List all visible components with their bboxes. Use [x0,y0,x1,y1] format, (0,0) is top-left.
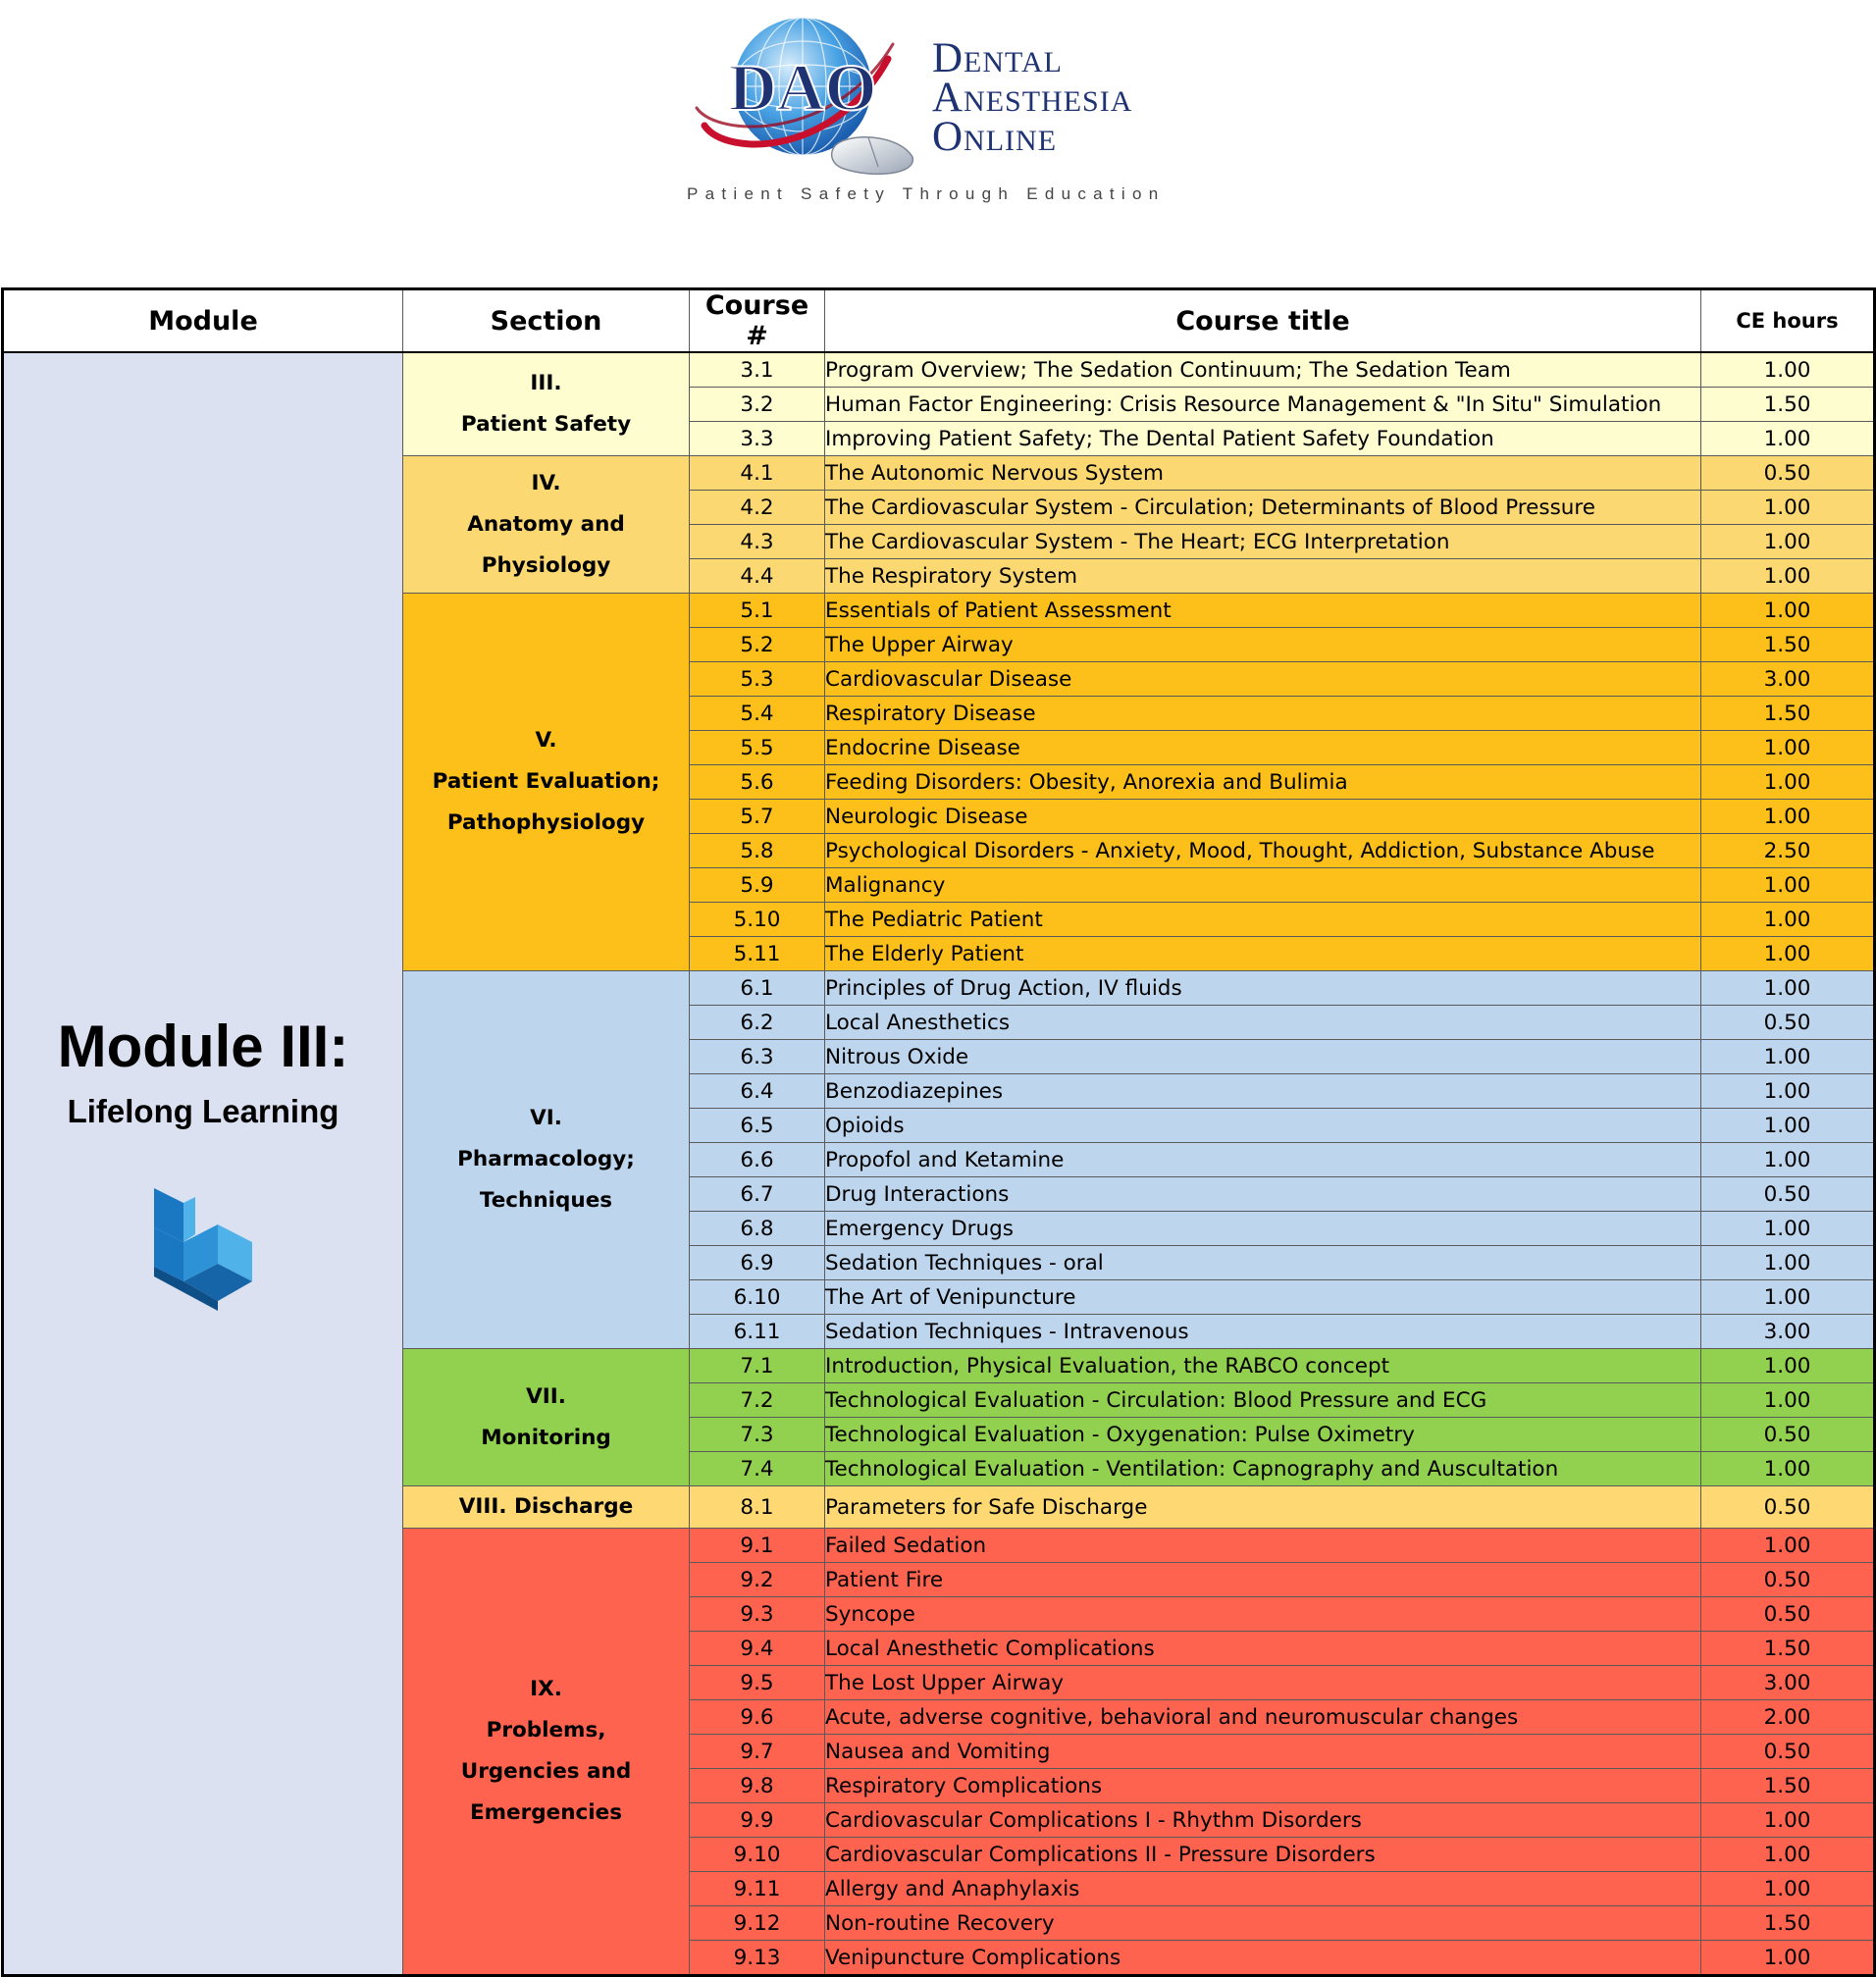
course-number: 9.3 [690,1597,825,1632]
course-number: 6.6 [690,1143,825,1177]
course-title: Syncope [825,1597,1701,1632]
course-table [1,287,1876,1977]
course-title: Allergy and Anaphylaxis [825,1872,1701,1906]
ce-hours: 1.50 [1701,697,1875,731]
course-title: Cardiovascular Disease [825,662,1701,697]
ce-hours: 1.00 [1701,1349,1875,1383]
course-number: 4.4 [690,559,825,594]
module-cube-icon [144,1183,262,1316]
section-label-line: IV. [531,470,561,495]
logo-letters: DAO [728,50,877,125]
course-number: 6.4 [690,1074,825,1109]
course-number: 9.1 [690,1529,825,1563]
section-cell [403,594,690,971]
section-cell [403,1486,690,1529]
course-title: The Lost Upper Airway [825,1666,1701,1700]
course-number: 5.7 [690,800,825,834]
ce-hours: 1.00 [1701,800,1875,834]
ce-hours: 3.00 [1701,1666,1875,1700]
ce-hours: 1.50 [1701,1632,1875,1666]
course-title: Sedation Techniques - Intravenous [825,1315,1701,1349]
course-title: Propofol and Ketamine [825,1143,1701,1177]
course-title: Nausea and Vomiting [825,1735,1701,1769]
course-title: Patient Fire [825,1563,1701,1597]
ce-hours: 1.00 [1701,1246,1875,1280]
section-label-line: VI. [530,1106,562,1130]
course-title: Feeding Disorders: Obesity, Anorexia and Bulimia [825,765,1701,800]
column-header-module: Module [3,289,403,353]
course-title: Technological Evaluation - Ventilation: Capnography and Auscultation [825,1452,1701,1486]
course-title: Improving Patient Safety; The Dental Patient Safety Foundation [825,422,1701,456]
course-title: Drug Interactions [825,1177,1701,1212]
ce-hours: 1.00 [1701,937,1875,971]
section-label-line: VIII. Discharge [458,1494,634,1519]
ce-hours: 0.50 [1701,1563,1875,1597]
course-title: The Respiratory System [825,559,1701,594]
course-number: 3.2 [690,388,825,422]
course-title: Respiratory Disease [825,697,1701,731]
section-label-line: Physiology [481,552,611,578]
ce-hours: 0.50 [1701,456,1875,491]
section-cell [403,456,690,594]
course-number: 6.5 [690,1109,825,1143]
ce-hours: 1.00 [1701,1838,1875,1872]
course-title: Failed Sedation [825,1529,1701,1563]
ce-hours: 1.00 [1701,422,1875,456]
course-title: Principles of Drug Action, IV fluids [825,971,1701,1006]
course-title: The Autonomic Nervous System [825,456,1701,491]
ce-hours: 1.00 [1701,868,1875,903]
course-title: The Art of Venipuncture [825,1280,1701,1315]
course-title: Non-routine Recovery [825,1906,1701,1941]
course-number: 4.1 [690,456,825,491]
tagline: Patient Safety Through Education [687,184,1166,203]
course-title: Respiratory Complications [825,1769,1701,1803]
ce-hours: 1.00 [1701,1212,1875,1246]
table-header-row [3,289,1875,353]
ce-hours: 1.50 [1701,388,1875,422]
brand-name [932,35,1133,160]
course-number: 9.5 [690,1666,825,1700]
section-label-line: V. [535,728,557,753]
column-header-course-title: Course title [825,289,1701,353]
ce-hours: 1.00 [1701,1529,1875,1563]
brand-line-2: Anesthesia [932,75,1133,121]
section-label-line: Patient Evaluation; [432,769,660,794]
ce-hours: 3.00 [1701,662,1875,697]
course-number: 5.5 [690,731,825,765]
course-title: Parameters for Safe Discharge [825,1486,1701,1529]
brand-line-3: Online [932,114,1058,160]
section-label-line: Pharmacology; [457,1147,635,1171]
course-number: 9.4 [690,1632,825,1666]
course-number: 6.9 [690,1246,825,1280]
course-number: 6.10 [690,1280,825,1315]
course-title: Neurologic Disease [825,800,1701,834]
course-number: 9.11 [690,1872,825,1906]
course-number: 9.12 [690,1906,825,1941]
course-number: 5.9 [690,868,825,903]
course-title: Introduction, Physical Evaluation, the RABCO concept [825,1349,1701,1383]
ce-hours: 0.50 [1701,1486,1875,1529]
course-title: Cardiovascular Complications II - Pressure Disorders [825,1838,1701,1872]
column-header-ce-hours: CE hours [1701,289,1875,353]
ce-hours: 1.00 [1701,1074,1875,1109]
course-number: 6.1 [690,971,825,1006]
course-number: 6.3 [690,1040,825,1074]
course-title: Nitrous Oxide [825,1040,1701,1074]
course-title: Sedation Techniques - oral [825,1246,1701,1280]
ce-hours: 1.50 [1701,1769,1875,1803]
course-title: Malignancy [825,868,1701,903]
course-number: 3.1 [690,352,825,388]
course-title: Human Factor Engineering: Crisis Resource Management & "In Situ" Simulation [825,388,1701,422]
section-label-line: Pathophysiology [446,810,646,835]
ce-hours: 1.00 [1701,559,1875,594]
ce-hours: 1.50 [1701,628,1875,662]
section-cell [403,971,690,1349]
section-label-line: VII. [526,1383,566,1409]
course-title: Acute, adverse cognitive, behavioral and neuromuscular changes [825,1700,1701,1735]
course-title: The Cardiovascular System - Circulation; Determinants of Blood Pressure [825,491,1701,525]
course-title: Program Overview; The Sedation Continuum; The Sedation Team [825,352,1701,388]
ce-hours: 1.00 [1701,352,1875,388]
ce-hours: 0.50 [1701,1177,1875,1212]
course-number: 9.9 [690,1803,825,1838]
section-label-line: III. [530,371,562,395]
module-subtitle: Lifelong Learning [67,1092,339,1129]
course-number: 3.3 [690,422,825,456]
section-label-line: IX. [530,1677,562,1701]
ce-hours: 0.50 [1701,1735,1875,1769]
course-number: 8.1 [690,1486,825,1529]
module-title: Module III: [57,1013,349,1079]
column-header-course-number: Course # [690,289,825,353]
ce-hours: 1.00 [1701,1109,1875,1143]
section-label-line: Problems, [486,1718,606,1743]
section-cell [403,352,690,456]
course-title: Endocrine Disease [825,731,1701,765]
course-number: 4.2 [690,491,825,525]
ce-hours: 1.00 [1701,1872,1875,1906]
course-number: 7.4 [690,1452,825,1486]
ce-hours: 1.00 [1701,1803,1875,1838]
course-number: 7.1 [690,1349,825,1383]
section-cell [403,1529,690,1976]
course-number: 5.8 [690,834,825,868]
ce-hours: 1.00 [1701,1383,1875,1418]
course-number: 9.8 [690,1769,825,1803]
course-number: 5.11 [690,937,825,971]
brand-line-1: Dental [932,35,1063,81]
course-number: 6.8 [690,1212,825,1246]
ce-hours: 1.00 [1701,525,1875,559]
course-number: 5.1 [690,594,825,628]
ce-hours: 3.00 [1701,1315,1875,1349]
course-title: Venipuncture Complications [825,1941,1701,1976]
ce-hours: 1.00 [1701,1280,1875,1315]
ce-hours: 1.00 [1701,1452,1875,1486]
course-title: Technological Evaluation - Circulation: Blood Pressure and ECG [825,1383,1701,1418]
course-title: The Elderly Patient [825,937,1701,971]
course-title: Essentials of Patient Assessment [825,594,1701,628]
course-number: 6.7 [690,1177,825,1212]
course-title: Emergency Drugs [825,1212,1701,1246]
course-title: Technological Evaluation - Oxygenation: Pulse Oximetry [825,1418,1701,1452]
section-label-line: Emergencies [469,1800,623,1825]
course-title: Opioids [825,1109,1701,1143]
course-number: 5.6 [690,765,825,800]
ce-hours: 1.00 [1701,1941,1875,1976]
ce-hours: 1.00 [1701,731,1875,765]
section-label-line: Urgencies and [460,1759,632,1784]
course-number: 5.2 [690,628,825,662]
ce-hours: 0.50 [1701,1006,1875,1040]
course-title: Local Anesthetic Complications [825,1632,1701,1666]
module-cell [3,352,403,1976]
ce-hours: 1.50 [1701,1906,1875,1941]
course-number: 9.7 [690,1735,825,1769]
ce-hours: 1.00 [1701,1040,1875,1074]
section-label-line: Anatomy and [467,511,625,537]
section-label-line: Patient Safety [460,412,632,437]
course-number: 9.6 [690,1700,825,1735]
course-number: 7.3 [690,1418,825,1452]
course-title: Benzodiazepines [825,1074,1701,1109]
course-number: 5.3 [690,662,825,697]
column-header-section: Section [403,289,690,353]
course-title: The Upper Airway [825,628,1701,662]
course-title: Local Anesthetics [825,1006,1701,1040]
ce-hours: 1.00 [1701,594,1875,628]
ce-hours: 1.00 [1701,971,1875,1006]
ce-hours: 1.00 [1701,765,1875,800]
course-table-body [3,352,1875,1976]
section-label-line: Techniques [479,1188,613,1213]
section-cell [403,1349,690,1486]
course-number: 7.2 [690,1383,825,1418]
course-number: 5.4 [690,697,825,731]
course-title: Cardiovascular Complications I - Rhythm Disorders [825,1803,1701,1838]
ce-hours: 2.50 [1701,834,1875,868]
header [0,0,1876,285]
course-number: 6.11 [690,1315,825,1349]
course-number: 9.2 [690,1563,825,1597]
ce-hours: 1.00 [1701,491,1875,525]
course-title: The Cardiovascular System - The Heart; ECG Interpretation [825,525,1701,559]
ce-hours: 2.00 [1701,1700,1875,1735]
ce-hours: 0.50 [1701,1597,1875,1632]
ce-hours: 1.00 [1701,903,1875,937]
dao-globe-logo-icon [687,10,927,182]
ce-hours: 1.00 [1701,1143,1875,1177]
section-label-line: Monitoring [481,1425,611,1450]
course-title: Psychological Disorders - Anxiety, Mood, Thought, Addiction, Substance Abuse [825,834,1701,868]
course-number: 9.13 [690,1941,825,1976]
course-number: 4.3 [690,525,825,559]
course-title: The Pediatric Patient [825,903,1701,937]
course-number: 6.2 [690,1006,825,1040]
course-number: 5.10 [690,903,825,937]
ce-hours: 0.50 [1701,1418,1875,1452]
table-row [3,352,1875,388]
course-number: 9.10 [690,1838,825,1872]
